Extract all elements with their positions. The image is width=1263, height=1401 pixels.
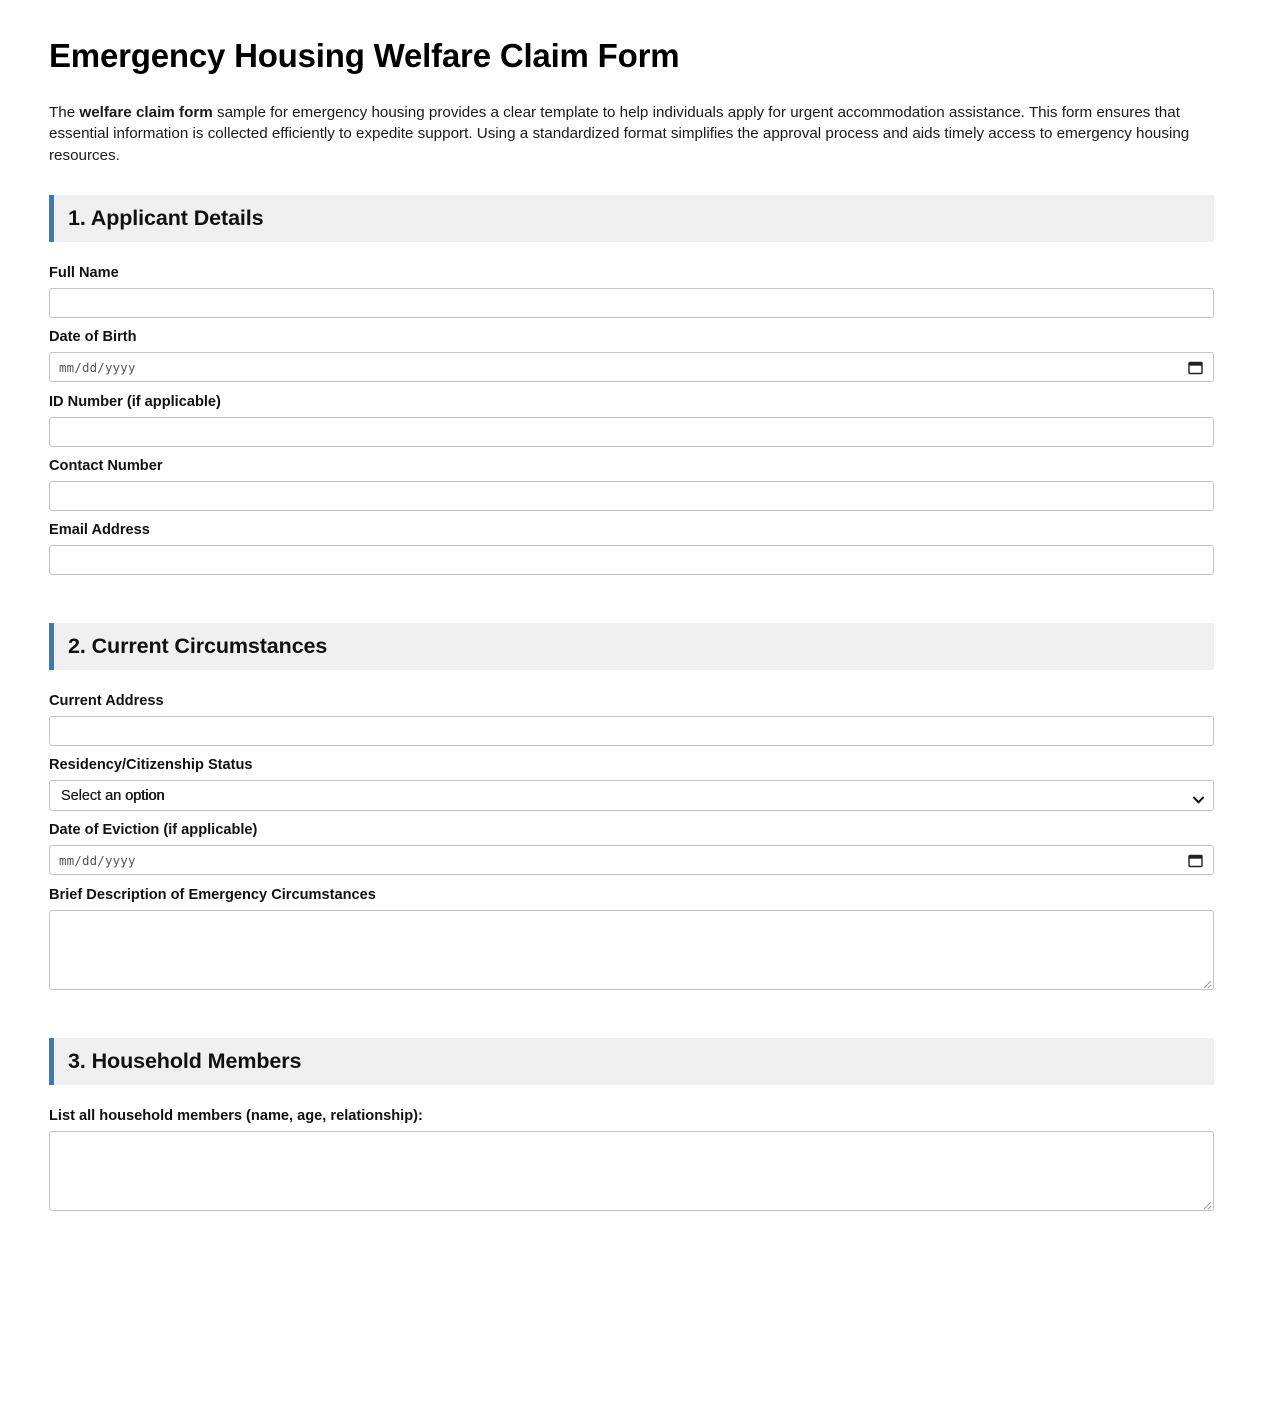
section-header-3 bbox=[49, 1038, 1214, 1085]
label-id-number: ID Number (if applicable) bbox=[49, 394, 221, 411]
section-header-2 bbox=[49, 623, 1214, 670]
field-current-address bbox=[49, 692, 1214, 746]
intro-rest: sample for emergency housing provides a clear template to help individuals apply for urgent accommodation assistance. This form ensures that essential information is collected efficiently to expedite support. Using a standardized format simplifies the approval process and aids timely access to emergency housing resources. bbox=[49, 103, 1190, 165]
date-placeholder-date-of-eviction: mm/dd/yyyy bbox=[59, 853, 136, 869]
select-residency-status[interactable] bbox=[49, 780, 1214, 811]
field-date-of-eviction bbox=[49, 821, 1214, 876]
input-email-address[interactable] bbox=[49, 545, 1214, 575]
field-full-name bbox=[49, 264, 1214, 318]
section-title-2: 2. Current Circumstances bbox=[68, 634, 328, 659]
field-contact-number bbox=[49, 457, 1214, 511]
section-title-1: 1. Applicant Details bbox=[68, 206, 264, 231]
label-current-address: Current Address bbox=[49, 693, 164, 710]
intro-paragraph bbox=[49, 102, 1214, 168]
input-full-name[interactable] bbox=[49, 288, 1214, 318]
textarea-wrap-emergency-description bbox=[49, 910, 1214, 990]
section-applicant-details bbox=[49, 195, 1214, 575]
input-contact-number[interactable] bbox=[49, 481, 1214, 511]
input-id-number[interactable] bbox=[49, 417, 1214, 447]
field-date-of-birth bbox=[49, 328, 1214, 383]
select-control-residency-status[interactable] bbox=[49, 780, 1214, 811]
date-placeholder-date-of-birth: mm/dd/yyyy bbox=[59, 360, 136, 376]
section-title-3: 3. Household Members bbox=[68, 1048, 302, 1073]
label-contact-number: Contact Number bbox=[49, 458, 163, 475]
textarea-household-members[interactable] bbox=[49, 1131, 1214, 1211]
textarea-emergency-description[interactable] bbox=[49, 910, 1214, 990]
section-header-1 bbox=[49, 195, 1214, 242]
input-date-of-birth[interactable] bbox=[49, 352, 1214, 382]
textarea-wrap-household-members bbox=[49, 1131, 1214, 1211]
input-current-address[interactable] bbox=[49, 716, 1214, 746]
date-control-date-of-eviction[interactable] bbox=[49, 845, 1214, 876]
field-residency-status bbox=[49, 756, 1214, 811]
field-household-members-list bbox=[49, 1107, 1214, 1211]
label-emergency-description: Brief Description of Emergency Circumstances bbox=[49, 887, 376, 904]
label-residency-status: Residency/Citizenship Status bbox=[49, 757, 253, 774]
label-household-members-list: List all household members (name, age, relationship): bbox=[49, 1107, 423, 1124]
select-selected-value: Select an option bbox=[61, 787, 165, 804]
label-full-name: Full Name bbox=[49, 265, 119, 282]
label-date-of-birth: Date of Birth bbox=[49, 329, 137, 346]
page-title: Emergency Housing Welfare Claim Form bbox=[49, 37, 680, 74]
intro-lead: The bbox=[49, 103, 80, 121]
label-date-of-eviction: Date of Eviction (if applicable) bbox=[49, 822, 258, 839]
section-current-circumstances bbox=[49, 623, 1214, 990]
field-emergency-description bbox=[49, 886, 1214, 990]
label-email-address: Email Address bbox=[49, 522, 150, 539]
input-date-of-eviction[interactable] bbox=[49, 845, 1214, 875]
field-id-number bbox=[49, 393, 1214, 447]
section-household-members bbox=[49, 1038, 1214, 1211]
field-email-address bbox=[49, 521, 1214, 575]
intro-emphasis: welfare claim form bbox=[79, 103, 213, 121]
date-control-date-of-birth[interactable] bbox=[49, 352, 1214, 383]
